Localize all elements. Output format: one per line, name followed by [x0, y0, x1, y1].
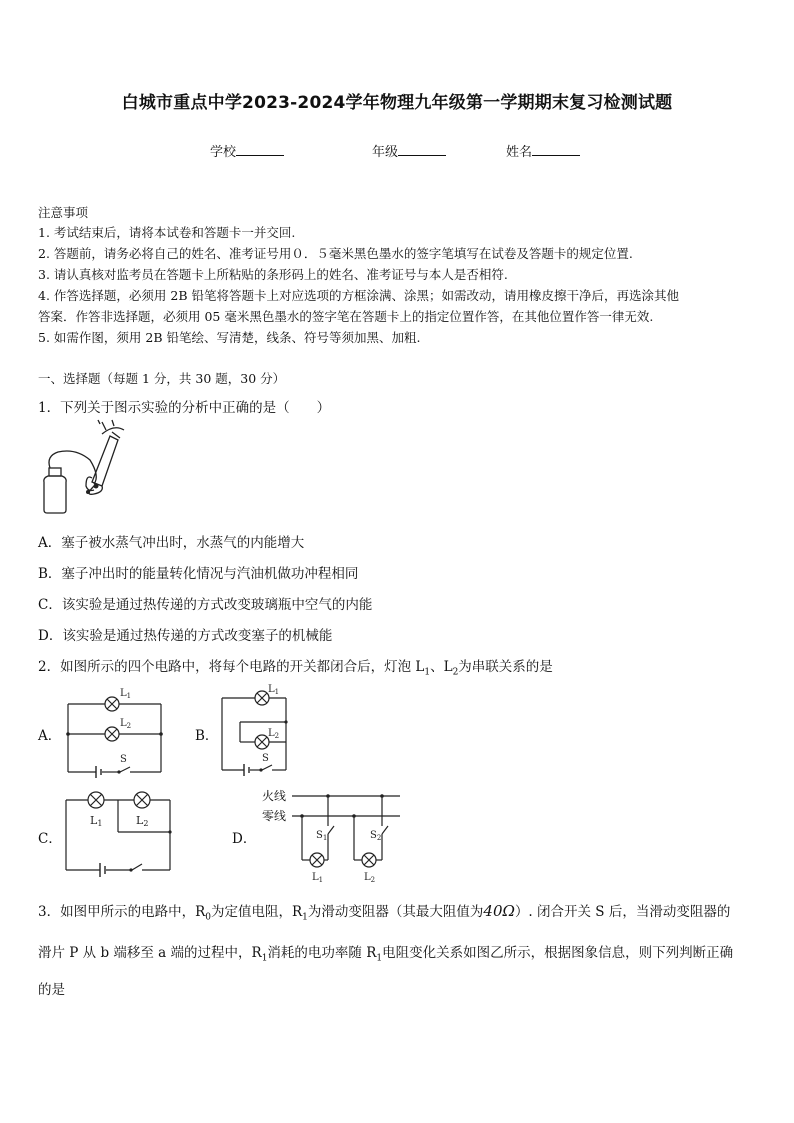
circuit-b-label-l1: $L_1$ [268, 684, 280, 696]
circuit-b-label-l2: $L_2$ [268, 728, 280, 740]
note-item: 3. 请认真核对监考员在答题卡上所粘贴的条形码上的姓名、准考证号与本人是否相符. [38, 267, 508, 282]
q1-option-c: C．该实验是通过热传递的方式改变玻璃瓶中空气的内能 [38, 597, 373, 613]
school-field [210, 141, 284, 160]
school-blank [236, 143, 284, 156]
circuit-a-label-l1: $L_1$ [120, 688, 132, 700]
name-blank [532, 143, 580, 156]
neutral-wire-label: 零线 [262, 809, 287, 823]
q1-option-b: B．塞子冲出时的能量转化情况与汽油机做功冲程相同 [38, 566, 359, 582]
q3-line-3: 的是 [38, 982, 65, 998]
q2-label-d: D． [232, 831, 257, 847]
q2-label-a: A． [38, 728, 62, 744]
note-item: 2. 答题前，请务必将自己的姓名、准考证号用０．５毫米黑色墨水的签字笔填写在试卷及答题卡的规定位置. [38, 246, 633, 261]
q2-stem: 2．如图所示的四个电路中，将每个电路的开关都闭合后，灯泡 $L_1$、$L_2$为串联关系的是 [38, 659, 553, 678]
circuit-d-label-s2: $S_2$ [370, 830, 382, 842]
q2-label-b: B． [195, 728, 219, 744]
circuit-d-label-s1: $S_1$ [316, 830, 328, 842]
section-heading: 一、选择题（每题 1 分，共 30 题，30 分） [38, 371, 286, 386]
q2-label-c: C． [38, 831, 62, 847]
name-field [506, 141, 580, 160]
grade-blank [398, 143, 446, 156]
page-title: 白城市重点中学2023-2024学年物理九年级第一学期期末复习检测试题 [121, 93, 673, 113]
q1-option-d: D．该实验是通过热传递的方式改变塞子的机械能 [38, 628, 333, 644]
q1-option-a: A．塞子被水蒸气冲出时，水蒸气的内能增大 [38, 535, 305, 551]
name-label: 姓名 [506, 145, 533, 160]
circuit-c-label-l2: L2 [136, 814, 149, 828]
circuit-a-figure [64, 686, 164, 776]
circuit-c-label-l1: L1 [90, 814, 103, 828]
circuit-a-label-l2: $L_2$ [120, 718, 132, 730]
grade-label: 年级 [372, 145, 399, 160]
grade-field [372, 141, 446, 160]
q1-apparatus-figure [36, 420, 136, 520]
q1-stem: 1．下列关于图示实验的分析中正确的是（ ） [38, 400, 331, 416]
circuit-b-figure [220, 684, 290, 776]
live-wire-label: 火线 [262, 789, 287, 803]
school-label: 学校 [210, 145, 237, 160]
note-item: 5. 如需作图，须用 2B 铅笔绘、写清楚，线条、符号等须加黑、加粗. [38, 330, 421, 345]
note-item: 1. 考试结束后，请将本试卷和答题卡一并交回. [38, 225, 296, 240]
q3-line-1: 3．如图甲所示的电路中，$R_0$为定值电阻，$R_1$为滑动变阻器（其最大阻值为40Ω）. 闭合开关 S 后，当滑动变阻器的 [38, 902, 731, 923]
q3-line-2: 滑片 P 从 b 端移至 a 端的过程中，$R_1$消耗的电功率随 $R_1$电阻变化关系如图乙所示，根据图象信息，则下列判断正确 [38, 945, 734, 964]
circuit-c-figure [64, 790, 176, 874]
notes-heading: 注意事项 [38, 205, 89, 220]
note-item: 4. 作答选择题，必须用 2B 铅笔将答题卡上对应选项的方框涂满、涂黑；如需改动，请用橡皮擦干净后，再选涂其他 [38, 288, 679, 303]
circuit-b-label-s: S [262, 753, 269, 764]
circuit-d-label-l1: $L_1$ [312, 872, 324, 884]
circuit-d-label-l2: $L_2$ [364, 872, 376, 884]
circuit-d-figure [290, 790, 405, 885]
note-item: 答案．作答非选择题，必须用 05 毫米黑色墨水的签字笔在答题卡上的指定位置作答，在其他位置作答一律无效. [38, 309, 654, 324]
circuit-a-label-s: S [120, 754, 127, 765]
